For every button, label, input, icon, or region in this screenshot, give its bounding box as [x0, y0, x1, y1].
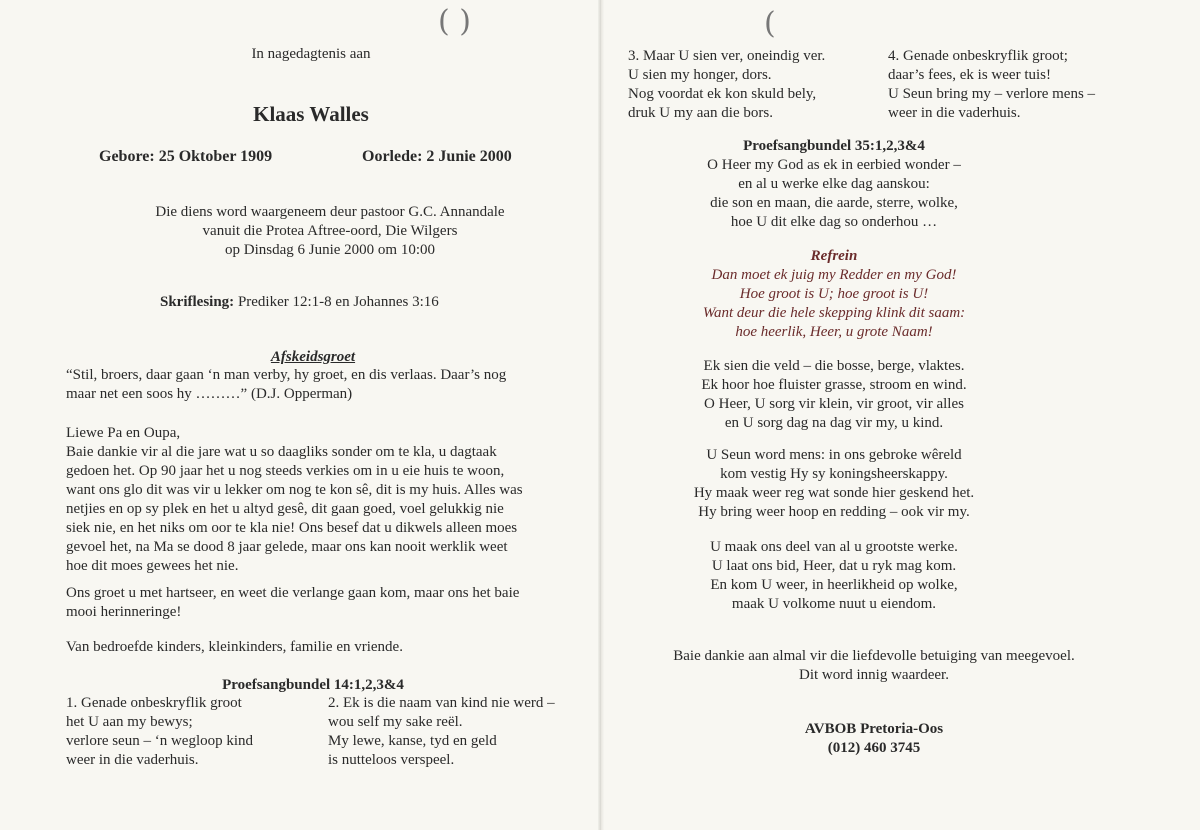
verse-line: hoe U dit elke dag so onderhou …: [730, 214, 938, 230]
hymn1-verse3: [628, 47, 825, 123]
verse-line: druk U my aan die bors.: [628, 105, 773, 121]
verse-line: 3. Maar U sien ver, oneindig ver.: [628, 48, 826, 64]
thanks-line: Dit word innig waardeer.: [799, 667, 949, 683]
hymn2: [604, 137, 1064, 232]
verse-line: 4. Genade onbeskryflik groot;: [888, 48, 1068, 64]
refrain-line: Want deur die hele skepping klink dit saam:: [702, 305, 966, 321]
letter-line: Baie dankie vir al die jare wat u so daagliks sonder om te kla, u dagtaak: [66, 444, 497, 460]
punch-hole-right: (: [764, 6, 776, 41]
right-page: [604, 0, 1200, 830]
from-line: Van bedroefde kinders, kleinkinders, familie en vriende.: [66, 639, 403, 655]
closing-line: Ons groet u met hartseer, en weet die verlange gaan kom, maar ons het baie: [66, 585, 520, 601]
refrain-line: hoe heerlik, Heer, u grote Naam!: [735, 324, 933, 340]
verse-line: O Heer, U sorg vir klein, vir groot, vir alles: [704, 396, 964, 412]
service-line: op Dinsdag 6 Junie 2000 om 10:00: [225, 242, 435, 258]
letter-line: netjies en op sy plek en het u altyd gesê, dit gaan goed, voel gelukkig nie: [66, 501, 504, 517]
undertaker-name: AVBOB Pretoria-Oos: [804, 721, 944, 737]
verse-line: het U aan my bewys;: [66, 714, 193, 730]
stanza-4: [604, 538, 1064, 614]
verse-line: U laat ons bid, Heer, dat u ryk mag kom.: [711, 558, 957, 574]
verse-line: U sien my honger, dors.: [628, 67, 772, 83]
letter-line: siek nie, en het niks om oor te kla nie! Ons besef dat u dikwels alleen moes: [66, 520, 518, 536]
verse-line: Hy bring weer hoop en redding – ook vir my.: [698, 504, 970, 520]
left-page: [0, 0, 598, 830]
verse-line: weer in die vaderhuis.: [888, 105, 1021, 121]
verse-line: en U sorg dag na dag vir my, u kind.: [724, 415, 944, 431]
undertaker-phone: (012) 460 3745: [827, 740, 921, 756]
verse-line: die son en maan, die aarde, sterre, wolke,: [710, 195, 958, 211]
verse-line: U maak ons deel van al u grootste werke.: [710, 539, 958, 555]
service-details: [0, 203, 660, 260]
refrain-heading: Refrein: [810, 248, 858, 264]
death-date: Oorlede: 2 Junie 2000: [362, 148, 512, 165]
quote-line: maar net een soos hy ………” (D.J. Opperman): [66, 386, 353, 402]
quote-line: “Stil, broers, daar gaan ‘n man verby, hy groet, en dis verlaas. Daar’s nog: [66, 367, 507, 383]
hymn1-verse1: [66, 694, 253, 770]
verse-line: U Seun word mens: in ons gebroke wêreld: [706, 447, 962, 463]
refrain: [604, 247, 1064, 342]
birth-date: Gebore: 25 Oktober 1909: [99, 148, 273, 165]
closing-line: mooi herinneringe!: [66, 604, 182, 620]
refrain-line: Hoe groot is U; hoe groot is U!: [739, 286, 929, 302]
verse-line: en al u werke elke dag aanskou:: [738, 176, 930, 192]
hymn1-verse4: [888, 47, 1095, 123]
verse-line: Ek sien die veld – die bosse, berge, vlaktes.: [703, 358, 965, 374]
letter: [66, 424, 523, 576]
farewell-heading: Afskeidsgroet: [270, 349, 356, 365]
verse-line: 2. Ek is die naam van kind nie werd –: [328, 695, 555, 711]
verse-line: maak U volkome nuut u eiendom.: [731, 596, 937, 612]
verse-line: wou self my sake reël.: [328, 714, 463, 730]
hymn1-verse2: [328, 694, 555, 770]
thanks-line: Baie dankie aan almal vir die liefdevolle betuiging van meegevoel.: [673, 648, 1075, 664]
verse-line: weer in die vaderhuis.: [66, 752, 199, 768]
hymn2-title: Proefsangbundel 35:1,2,3&4: [743, 138, 925, 154]
verse-line: Nog voordat ek kon skuld bely,: [628, 86, 817, 102]
verse-line: En kom U weer, in heerlikheid op wolke,: [710, 577, 958, 593]
letter-closing: [66, 584, 519, 622]
intro-line: In nagedagtenis aan: [251, 46, 371, 62]
stanza-2: [604, 357, 1064, 433]
verse-line: kom vestig Hy sy koningsheerskappy.: [720, 466, 948, 482]
verse-line: verlore seun – ‘n wegloop kind: [66, 733, 254, 749]
verse-line: My lewe, kanse, tyd en geld: [328, 733, 497, 749]
undertaker: [604, 720, 1144, 758]
thanks-note: [604, 647, 1144, 685]
verse-line: is nutteloos verspeel.: [328, 752, 455, 768]
service-line: vanuit die Protea Aftree-oord, Die Wilgers: [202, 223, 458, 239]
stanza-3: [604, 446, 1064, 522]
scripture-text: Prediker 12:1-8 en Johannes 3:16: [234, 294, 439, 310]
farewell-quote: [66, 366, 506, 404]
deceased-name: Klaas Walles: [253, 102, 369, 126]
verse-line: U Seun bring my – verlore mens –: [888, 86, 1096, 102]
scripture-reading: [160, 293, 439, 312]
letter-salutation: Liewe Pa en Oupa,: [66, 425, 181, 441]
verse-line: daar’s fees, ek is weer tuis!: [888, 67, 1051, 83]
letter-line: gedoen het. Op 90 jaar het u nog steeds verkies om in u eie huis te woon,: [66, 463, 505, 479]
scripture-label: Skriflesing:: [160, 294, 235, 310]
refrain-line: Dan moet ek juig my Redder en my God!: [711, 267, 957, 283]
verse-line: Ek hoor hoe fluister grasse, stroom en wind.: [701, 377, 967, 393]
letter-line: hoe dit moes gewees het nie.: [66, 558, 239, 574]
hymn1-title: Proefsangbundel 14:1,2,3&4: [222, 677, 404, 693]
letter-line: want ons glo dit was vir u lekker om nog te kon sê, dit is my huis. Alles was: [66, 482, 523, 498]
punch-hole-left: ( ): [438, 4, 471, 39]
service-line: Die diens word waargeneem deur pastoor G.C. Annandale: [155, 204, 505, 220]
letter-line: gevoel het, na Ma se dood 8 jaar gelede, maar ons kan nooit werklik weet: [66, 539, 508, 555]
verse-line: Hy maak weer reg wat sonde hier geskend het.: [693, 485, 975, 501]
verse-line: O Heer my God as ek in eerbied wonder –: [707, 157, 961, 173]
verse-line: 1. Genade onbeskryflik groot: [66, 695, 242, 711]
